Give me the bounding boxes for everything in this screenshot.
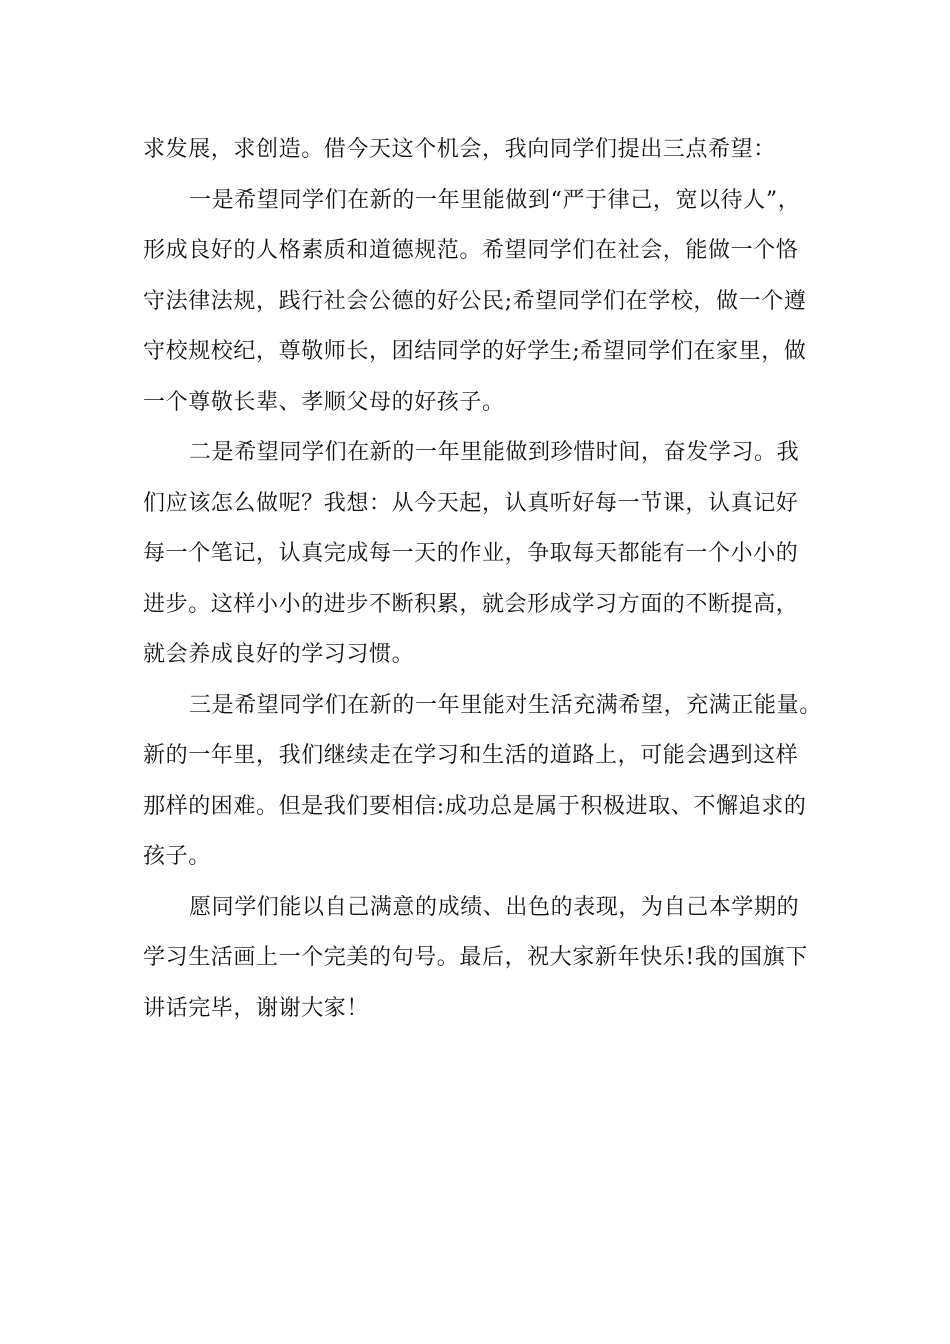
text-line: 求发展，求创造。借今天这个机会，我向同学们提出三点希望： xyxy=(143,137,776,162)
text-line: 们应该怎么做呢？我想：从今天起，认真听好每一节课，认真记好 xyxy=(143,490,799,516)
paragraph-first-line: 愿同学们能以自己满意的成绩、出色的表现，为自己本学期的 xyxy=(189,894,800,920)
text-line: 每一个笔记，认真完成每一天的作业，争取每天都能有一个小小的 xyxy=(143,541,799,566)
text-line: 进步。这样小小的进步不断积累，就会形成学习方面的不断提高， xyxy=(143,591,799,617)
text-line: 一个尊敬长辈、孝顺父母的好孩子。 xyxy=(143,389,505,415)
text-line: 新的一年里，我们继续走在学习和生活的道路上，可能会遇到这样 xyxy=(143,743,799,768)
paragraph-first-line: 三是希望同学们在新的一年里能对生活充满希望，充满正能量。 xyxy=(189,692,822,718)
text-line: 孩子。 xyxy=(143,844,211,869)
paragraph-first-line: 一是希望同学们在新的一年里能做到“严于律己，宽以待人”， xyxy=(189,187,801,213)
document-body xyxy=(143,125,833,1034)
paragraph-first-line: 二是希望同学们在新的一年里能做到珍惜时间，奋发学习。我 xyxy=(189,440,800,465)
text-line: 讲话完毕，谢谢大家！ xyxy=(143,995,370,1021)
text-line: 那样的困难。但是我们要相信:成功总是属于积极进取、不懈追求的 xyxy=(143,793,807,819)
text-line: 形成良好的人格素质和道德规范。希望同学们在社会，能做一个恪 xyxy=(143,238,799,263)
text-line: 守校规校纪，尊敬师长，团结同学的好学生;希望同学们在家里，做 xyxy=(143,339,807,364)
text-line: 守法律法规，践行社会公德的好公民;希望同学们在学校，做一个遵 xyxy=(143,288,807,314)
text-line: 学习生活画上一个完美的句号。最后，祝大家新年快乐!我的国旗下 xyxy=(143,945,808,970)
text-line: 就会养成良好的学习习惯。 xyxy=(143,642,415,667)
